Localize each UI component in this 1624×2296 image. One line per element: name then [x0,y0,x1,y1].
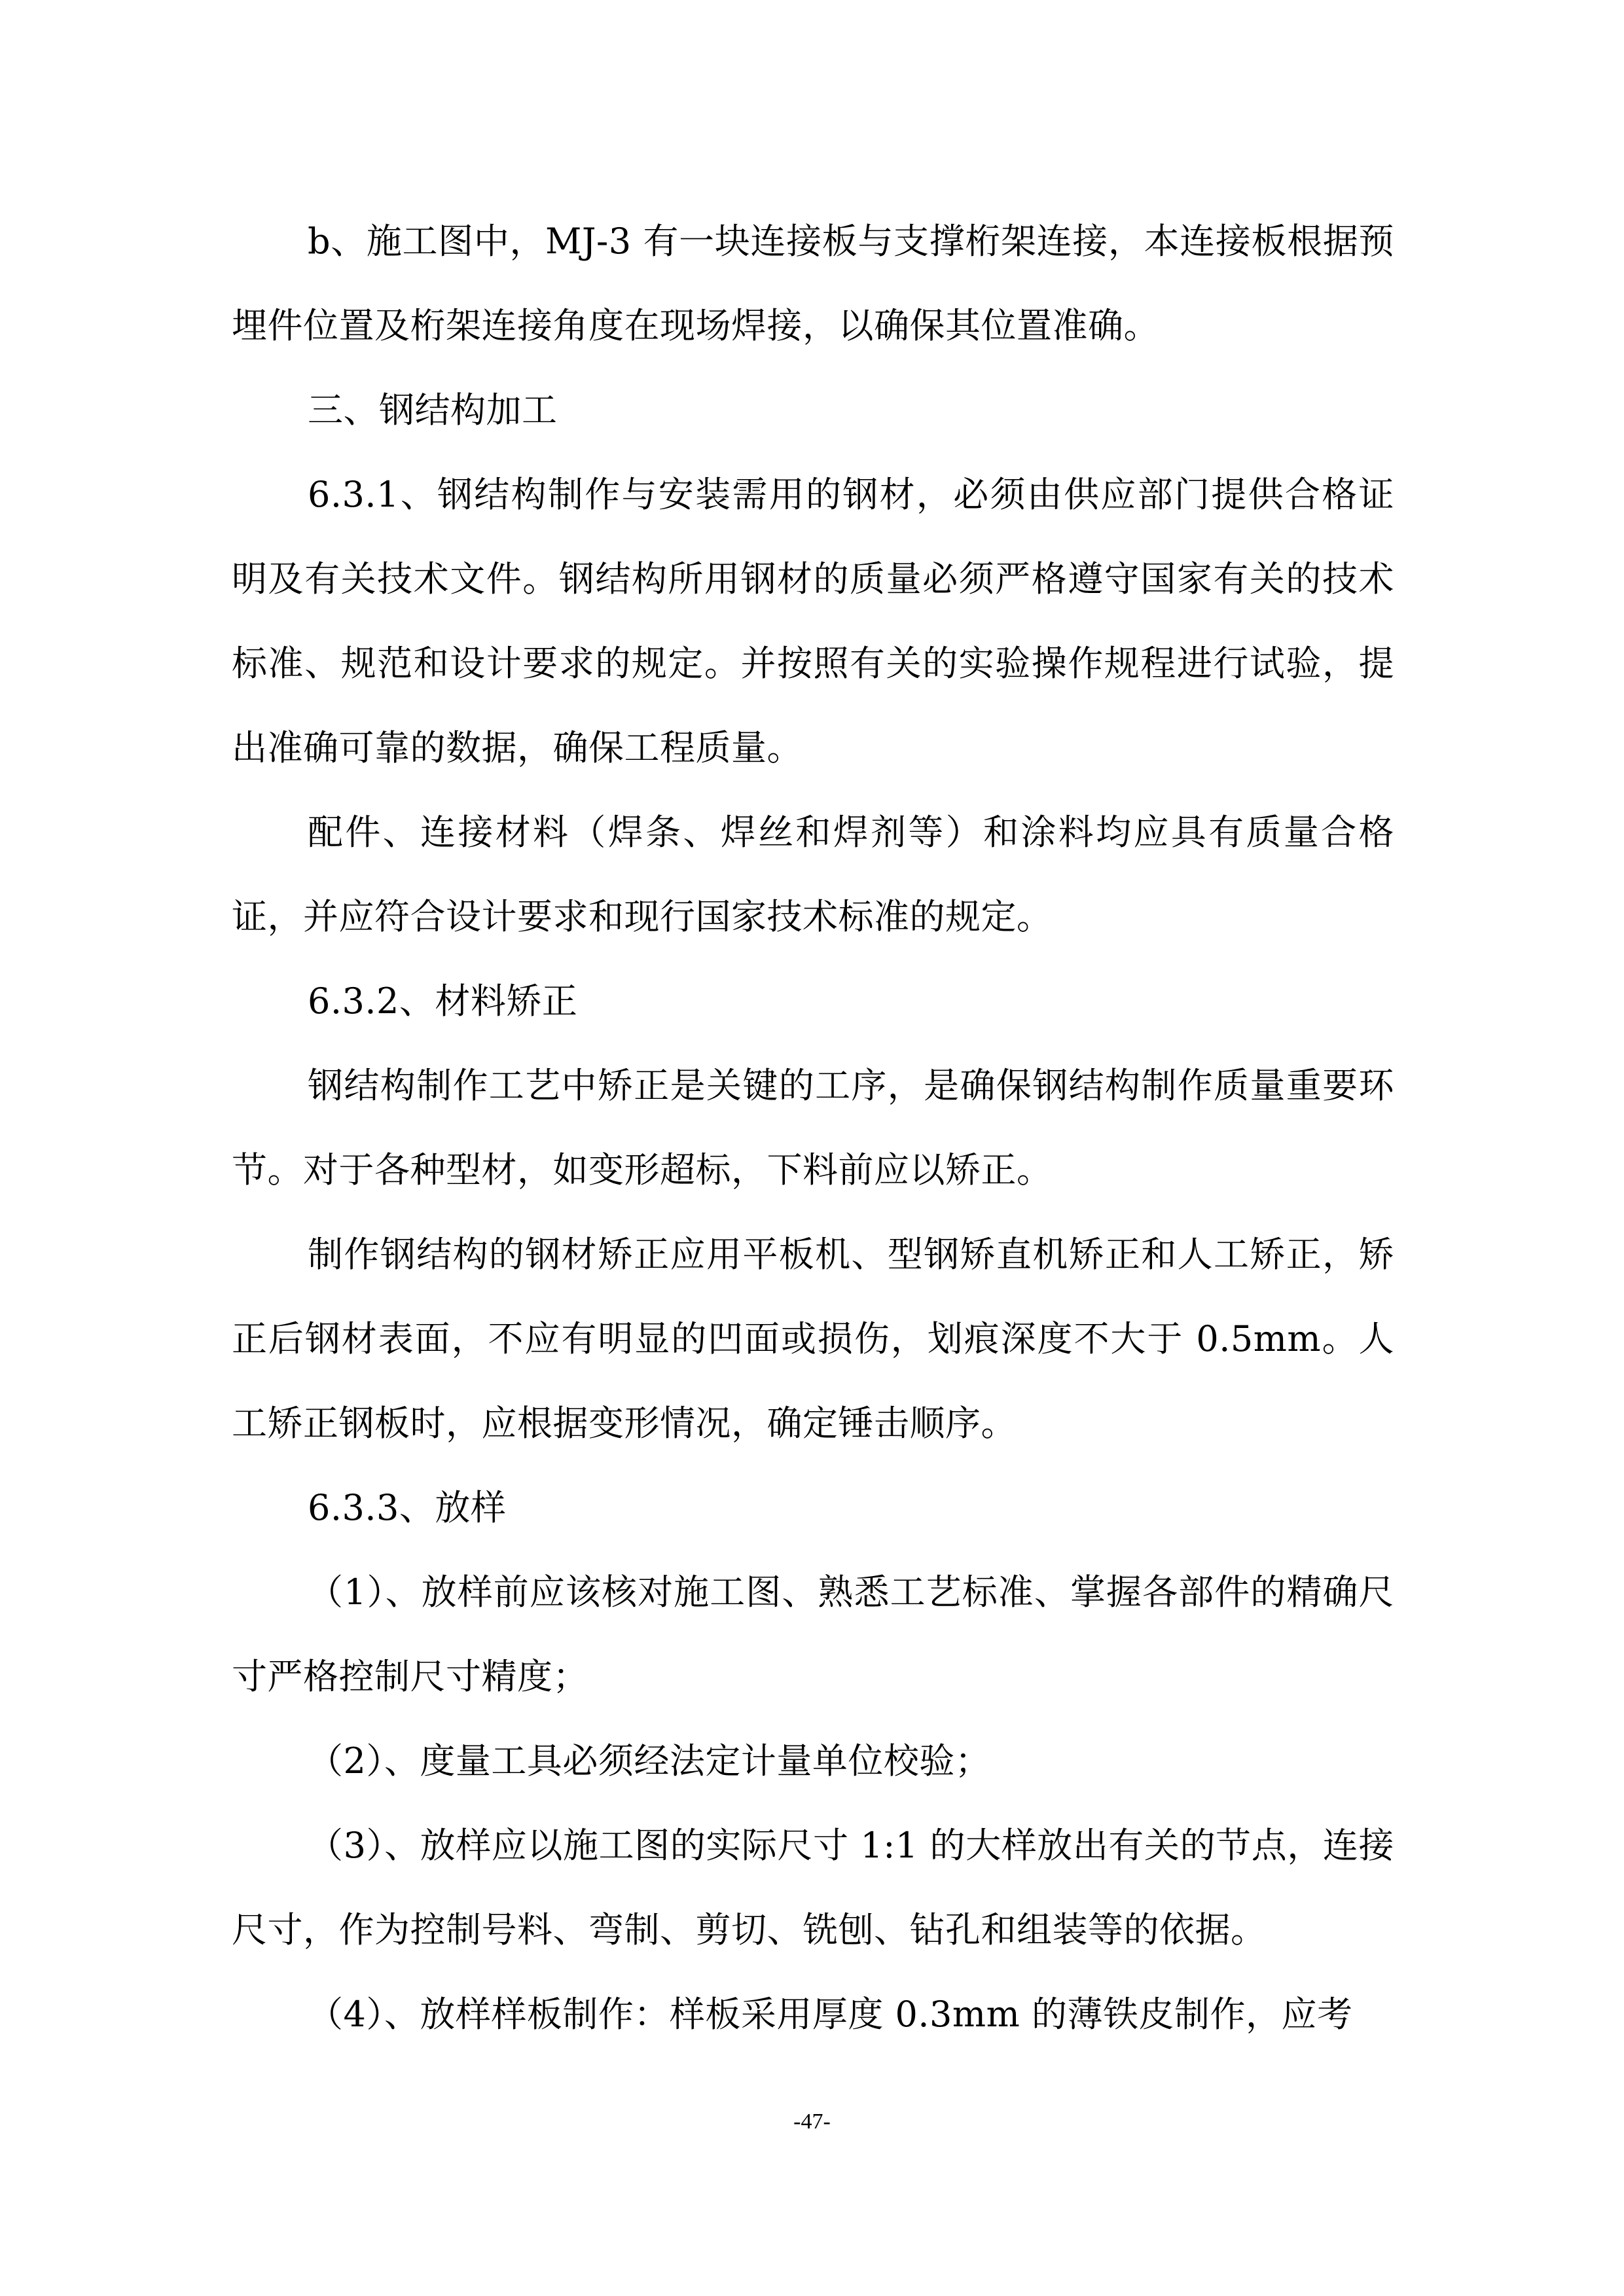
list-item-2: （2）、度量工具必须经法定计量单位校验； [308,1740,991,1782]
list-item-1: （1）、放样前应该核对施工图、熟悉工艺标准、掌握各部件的精确尺寸严格控制尺寸精度； [232,1571,1394,1697]
paragraph-connection-plate: b、施工图中，MJ-3 有一块连接板与支撑桁架连接，本连接板根据预埋件位置及桁架连接角度在现场焊接，以确保其位置准确。 [232,221,1394,346]
list-item-3: （3）、放样应以施工图的实际尺寸 1:1 的大样放出有关的节点，连接尺寸，作为控制号料、弯制、剪切、铣刨、钻孔和组装等的依据。 [232,1825,1394,1950]
subheading-6-3-2: 6.3.2、材料矫正 [308,980,578,1022]
list-item-4: （4）、放样样板制作：样板采用厚度 0.3mm 的薄铁皮制作，应考 [308,1994,1353,2035]
subheading-6-3-3: 6.3.3、放样 [308,1487,507,1528]
paragraph-correction-methods: 制作钢结构的钢材矫正应用平板机、型钢矫直机矫正和人工矫正，矫正后钢材表面，不应有明显的凹面或损伤，划痕深度不大于 0.5mm。人工矫正钢板时，应根据变形情况，确定锤击顺序。 [232,1234,1394,1444]
paragraph-6-3-1: 6.3.1、钢结构制作与安装需用的钢材，必须由供应部门提供合格证明及有关技术文件。钢结构所用钢材的质量必须严格遵守国家有关的技术标准、规范和设计要求的规定。并按照有关的实验操作规程进行试验，提出准确可靠的数据，确保工程质量。 [232,474,1394,768]
paragraph-fittings-materials: 配件、连接材料（焊条、焊丝和焊剂等）和涂料均应具有质量合格证，并应符合设计要求和现行国家技术标准的规定。 [232,812,1394,937]
document-body [232,199,1394,2056]
paragraph-correction-key-process: 钢结构制作工艺中矫正是关键的工序，是确保钢结构制作质量重要环节。对于各种型材，如变形超标，下料前应以矫正。 [232,1065,1394,1191]
page-number: -47- [793,2109,831,2134]
section-heading-steel-processing: 三、钢结构加工 [308,389,558,431]
